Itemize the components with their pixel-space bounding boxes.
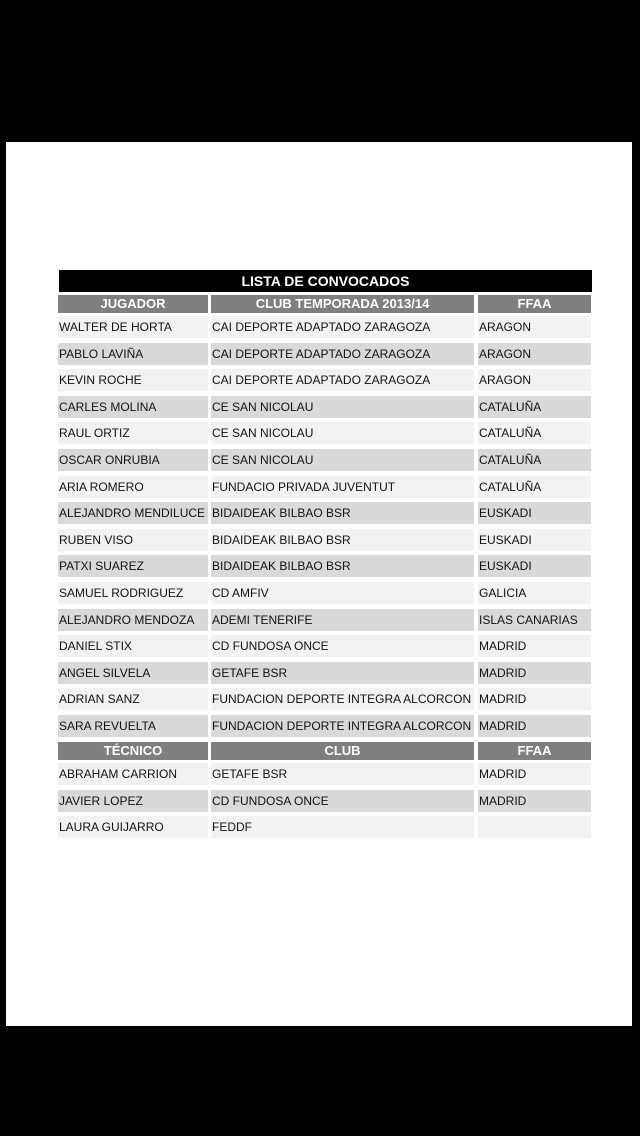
table-row <box>6 662 632 684</box>
club-cell: GETAFE BSR <box>211 763 474 785</box>
table-row <box>6 449 632 471</box>
name-cell: KEVIN ROCHE <box>58 369 208 391</box>
ffaa-cell <box>478 816 591 838</box>
ffaa-cell: CATALUÑA <box>478 449 591 471</box>
club-cell: CAI DEPORTE ADAPTADO ZARAGOZA <box>211 343 474 365</box>
name-cell: ALEJANDRO MENDOZA <box>58 609 208 631</box>
club-cell: CD FUNDOSA ONCE <box>211 635 474 657</box>
name-cell: OSCAR ONRUBIA <box>58 449 208 471</box>
table-row <box>6 502 632 524</box>
club-cell: FUNDACIO PRIVADA JUVENTUT <box>211 476 474 498</box>
club-cell: GETAFE BSR <box>211 662 474 684</box>
ffaa-cell: EUSKADI <box>478 555 591 577</box>
name-cell: CARLES MOLINA <box>58 396 208 418</box>
table-row <box>6 816 632 838</box>
table-row <box>6 688 632 710</box>
ffaa-cell: MADRID <box>478 635 591 657</box>
ffaa-cell: MADRID <box>478 715 591 737</box>
club-cell: FUNDACION DEPORTE INTEGRA ALCORCON <box>211 688 474 710</box>
name-cell: ALEJANDRO MENDILUCE <box>58 502 208 524</box>
table-row <box>6 555 632 577</box>
ffaa-cell: MADRID <box>478 688 591 710</box>
club-cell: CAI DEPORTE ADAPTADO ZARAGOZA <box>211 316 474 338</box>
name-cell: WALTER DE HORTA <box>58 316 208 338</box>
name-cell: LAURA GUIJARRO <box>58 816 208 838</box>
table-row <box>6 316 632 338</box>
club-cell: BIDAIDEAK BILBAO BSR <box>211 502 474 524</box>
table-row <box>6 369 632 391</box>
ffaa-cell: ARAGON <box>478 343 591 365</box>
table-row <box>6 790 632 812</box>
ffaa-cell: CATALUÑA <box>478 422 591 444</box>
ffaa-cell: ARAGON <box>478 369 591 391</box>
ffaa-cell: MADRID <box>478 763 591 785</box>
club-cell: CE SAN NICOLAU <box>211 422 474 444</box>
name-cell: PATXI SUAREZ <box>58 555 208 577</box>
name-cell: ABRAHAM CARRION <box>58 763 208 785</box>
club-cell: BIDAIDEAK BILBAO BSR <box>211 555 474 577</box>
ffaa-cell: CATALUÑA <box>478 396 591 418</box>
name-cell: ADRIAN SANZ <box>58 688 208 710</box>
ffaa-cell: MADRID <box>478 662 591 684</box>
table-row <box>6 529 632 551</box>
club-cell: BIDAIDEAK BILBAO BSR <box>211 529 474 551</box>
table-row <box>6 396 632 418</box>
ffaa-cell: GALICIA <box>478 582 591 604</box>
header-club-temporada: CLUB TEMPORADA 2013/14 <box>211 295 474 313</box>
table-row <box>6 476 632 498</box>
ffaa-cell: MADRID <box>478 790 591 812</box>
name-cell: PABLO LAVIÑA <box>58 343 208 365</box>
ffaa-cell: EUSKADI <box>478 502 591 524</box>
ffaa-cell: EUSKADI <box>478 529 591 551</box>
name-cell: RAUL ORTIZ <box>58 422 208 444</box>
name-cell: JAVIER LOPEZ <box>58 790 208 812</box>
players-header-row <box>6 295 632 317</box>
table-row <box>6 763 632 785</box>
ffaa-cell: CATALUÑA <box>478 476 591 498</box>
header-ffaa: FFAA <box>478 295 591 313</box>
table-row <box>6 609 632 631</box>
name-cell: SARA REVUELTA <box>58 715 208 737</box>
header-ffaa-staff: FFAA <box>478 742 591 760</box>
name-cell: SAMUEL RODRIGUEZ <box>58 582 208 604</box>
header-club: CLUB <box>211 742 474 760</box>
name-cell: ANGEL SILVELA <box>58 662 208 684</box>
club-cell: CD AMFIV <box>211 582 474 604</box>
club-cell: CE SAN NICOLAU <box>211 449 474 471</box>
club-cell: FEDDF <box>211 816 474 838</box>
name-cell: DANIEL STIX <box>58 635 208 657</box>
club-cell: CD FUNDOSA ONCE <box>211 790 474 812</box>
table-row <box>6 635 632 657</box>
name-cell: RUBEN VISO <box>58 529 208 551</box>
table-row <box>6 715 632 737</box>
page-title: LISTA DE CONVOCADOS <box>59 270 592 292</box>
document-page <box>6 142 632 1026</box>
header-tecnico: TÉCNICO <box>58 742 208 760</box>
name-cell: ARIA ROMERO <box>58 476 208 498</box>
club-cell: ADEMI TENERIFE <box>211 609 474 631</box>
table-row <box>6 343 632 365</box>
ffaa-cell: ARAGON <box>478 316 591 338</box>
club-cell: FUNDACION DEPORTE INTEGRA ALCORCON <box>211 715 474 737</box>
table-row <box>6 422 632 444</box>
ffaa-cell: ISLAS CANARIAS <box>478 609 591 631</box>
header-jugador: JUGADOR <box>58 295 208 313</box>
club-cell: CE SAN NICOLAU <box>211 396 474 418</box>
table-row <box>6 582 632 604</box>
club-cell: CAI DEPORTE ADAPTADO ZARAGOZA <box>211 369 474 391</box>
staff-header-row <box>6 742 632 764</box>
